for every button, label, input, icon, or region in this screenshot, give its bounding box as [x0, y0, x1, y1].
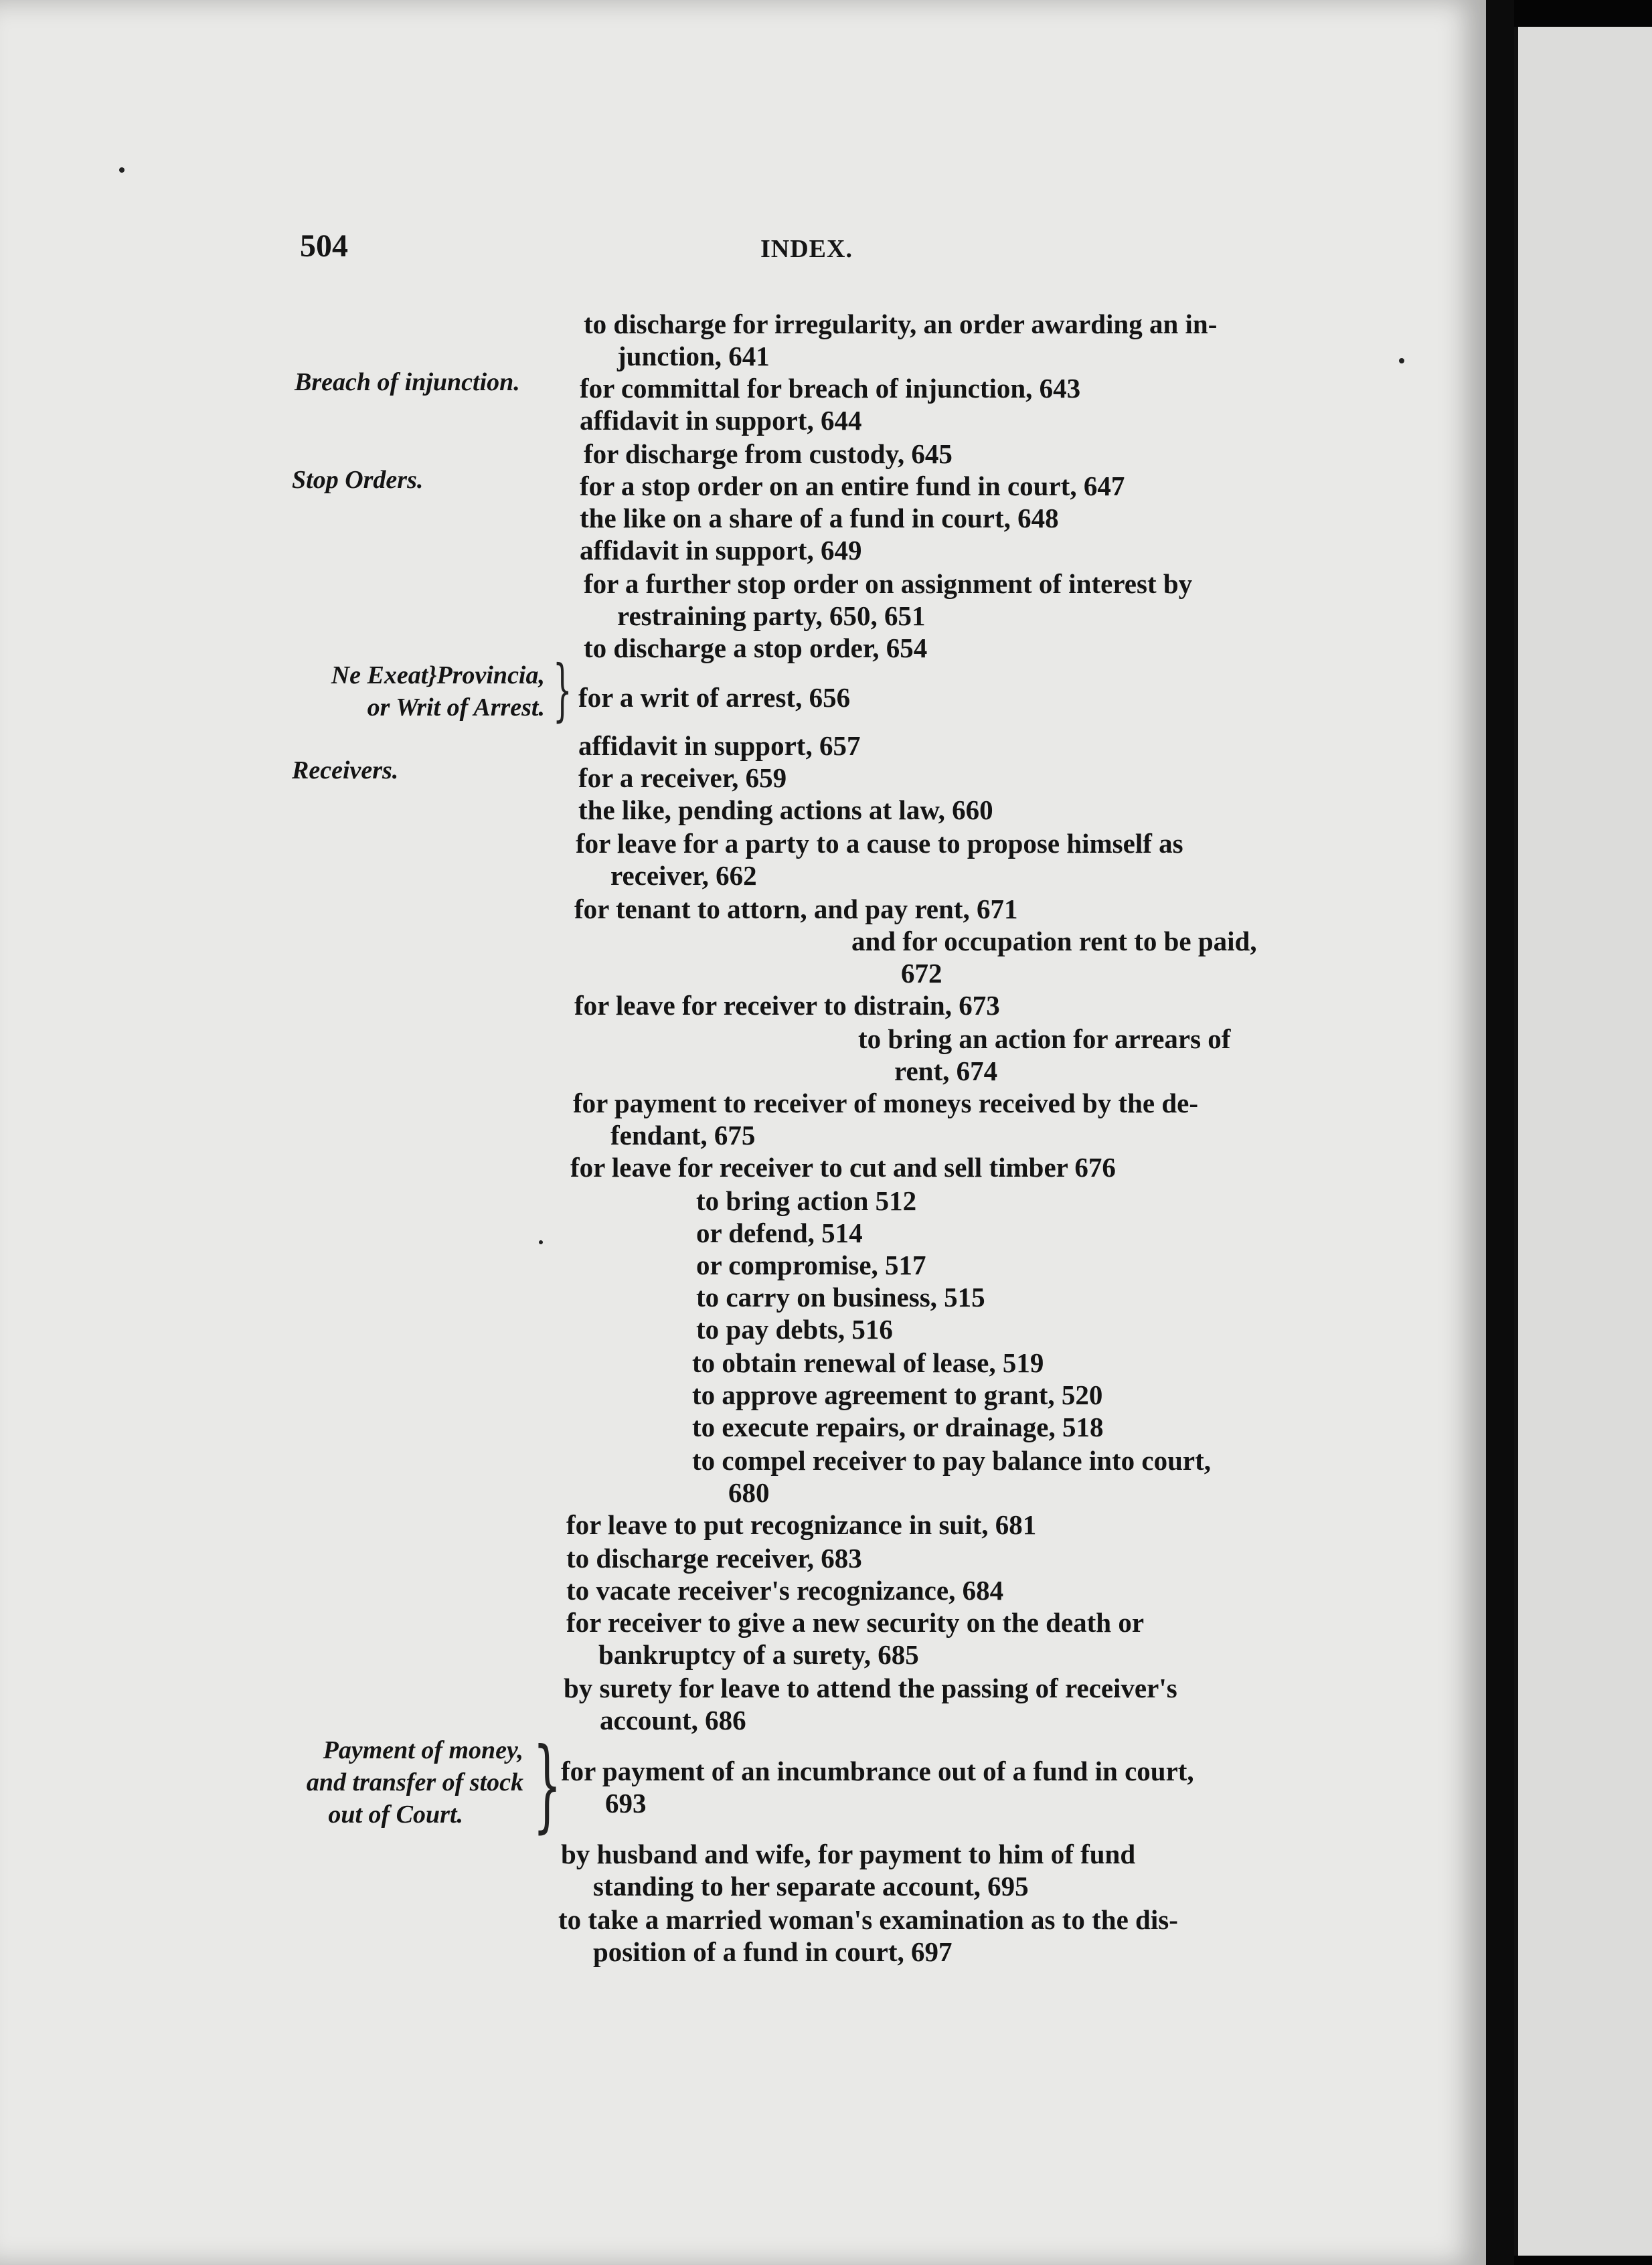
index-line: to discharge receiver, 683: [566, 1543, 862, 1574]
index-line: affidavit in support, 649: [580, 535, 862, 566]
index-line: by surety for leave to attend the passing of receiver's: [564, 1673, 1177, 1703]
index-line: for leave for a party to a cause to propose himself as: [576, 828, 1183, 859]
index-line: junction, 641: [617, 341, 770, 371]
index-line: restraining party, 650, 651: [617, 600, 926, 631]
index-line: position of a fund in court, 697: [593, 1936, 953, 1967]
index-line: to carry on business, 515: [696, 1282, 985, 1313]
index-line: to pay debts, 516: [696, 1314, 893, 1345]
brace: }: [533, 1727, 562, 1843]
brace: }: [553, 651, 572, 729]
index-line: for a stop order on an entire fund in court, 647: [580, 471, 1125, 501]
index-line: 680: [728, 1477, 770, 1508]
index-line: 693: [605, 1788, 647, 1819]
index-line: for a receiver, 659: [578, 762, 787, 793]
index-line: to discharge for irregularity, an order awarding an in-: [584, 309, 1218, 339]
index-line: the like, pending actions at law, 660: [578, 794, 993, 825]
ink-speck: [119, 167, 125, 173]
index-line: for committal for breach of injunction, 643: [580, 373, 1081, 404]
index-line: for leave to put recognizance in suit, 681: [566, 1509, 1037, 1540]
index-line: for leave for receiver to cut and sell timber 676: [570, 1152, 1116, 1183]
book-gutter: [1486, 0, 1514, 2265]
facing-page-edge: [1514, 27, 1652, 2256]
page-header: [0, 228, 1486, 268]
index-line: for a further stop order on assignment of interest by: [584, 568, 1193, 599]
index-line: to vacate receiver's recognizance, 684: [566, 1575, 1004, 1606]
side-note-payment-3: out of Court.: [328, 1800, 463, 1829]
index-line: to bring action 512: [696, 1185, 917, 1216]
side-note-stop-orders: Stop Orders.: [292, 466, 424, 494]
side-note-payment-2: and transfer of stock: [306, 1768, 523, 1796]
index-line: to take a married woman's examination as to the dis-: [558, 1904, 1178, 1935]
index-line: to approve agreement to grant, 520: [692, 1379, 1103, 1410]
index-line: bankruptcy of a surety, 685: [598, 1639, 919, 1670]
index-line: affidavit in support, 657: [578, 730, 861, 761]
side-note-receivers: Receivers.: [292, 756, 399, 784]
index-line: rent, 674: [894, 1056, 998, 1086]
index-line: to obtain renewal of lease, 519: [692, 1347, 1044, 1378]
side-note-ne-exeat-1: Ne Exeat}Provincia,: [331, 661, 545, 689]
index-line: for payment to receiver of moneys received by the de-: [573, 1088, 1199, 1118]
side-note-ne-exeat-2: or Writ of Arrest.: [367, 693, 545, 722]
index-line: for leave for receiver to distrain, 673: [574, 990, 1000, 1021]
index-line: for tenant to attorn, and pay rent, 671: [574, 894, 1018, 924]
index-line: or compromise, 517: [696, 1250, 926, 1280]
index-line: receiver, 662: [610, 860, 757, 891]
index-line: by husband and wife, for payment to him of fund: [561, 1839, 1136, 1869]
ink-speck: [1399, 358, 1404, 363]
index-line: 672: [901, 958, 942, 989]
index-line: or defend, 514: [696, 1218, 863, 1248]
index-line: for a writ of arrest, 656: [578, 682, 851, 713]
page-number: 504: [300, 228, 348, 264]
index-line: and for occupation rent to be paid,: [851, 926, 1257, 956]
index-line: the like on a share of a fund in court, 648: [580, 503, 1059, 533]
index-line: fendant, 675: [610, 1120, 756, 1151]
index-line: for receiver to give a new security on the death or: [566, 1607, 1145, 1638]
index-line: account, 686: [600, 1705, 746, 1736]
running-head: INDEX.: [760, 235, 853, 263]
index-line: standing to her separate account, 695: [593, 1871, 1029, 1902]
ink-speck: [539, 1240, 543, 1244]
index-line: to compel receiver to pay balance into court,: [692, 1445, 1212, 1476]
index-line: for discharge from custody, 645: [584, 438, 953, 469]
index-line: for payment of an incumbrance out of a fund in court,: [561, 1756, 1194, 1786]
index-line: affidavit in support, 644: [580, 405, 862, 436]
index-line: to execute repairs, or drainage, 518: [692, 1412, 1104, 1442]
side-note-payment-1: Payment of money,: [323, 1736, 523, 1764]
index-line: to bring an action for arrears of: [858, 1023, 1231, 1054]
index-line: to discharge a stop order, 654: [584, 633, 928, 663]
side-note-breach: Breach of injunction.: [295, 368, 520, 396]
